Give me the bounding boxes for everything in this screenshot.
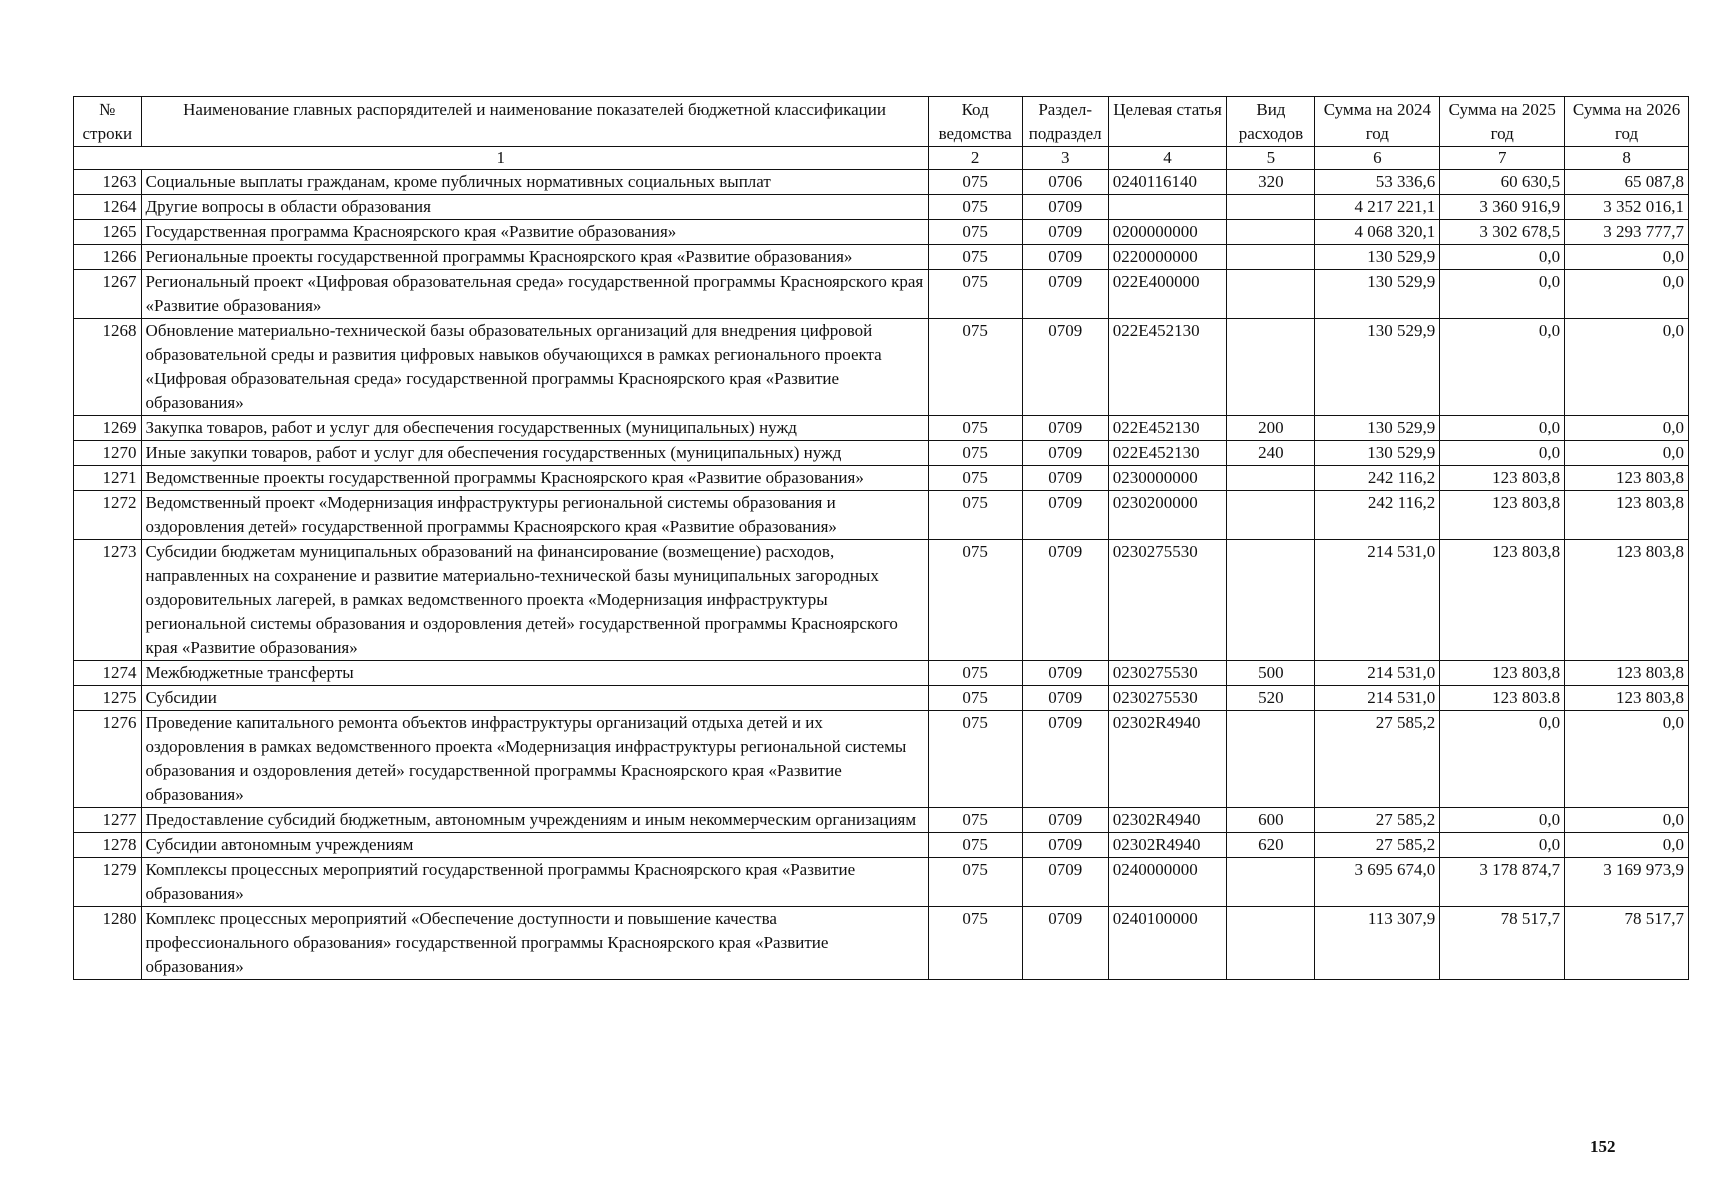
row-sum-2026: 3 293 777,7 — [1565, 220, 1689, 245]
column-number-3: 3 — [1022, 147, 1108, 170]
row-section-code: 0709 — [1022, 686, 1108, 711]
row-expense-type — [1227, 491, 1315, 540]
row-sum-2025: 0,0 — [1440, 416, 1565, 441]
row-section-code: 0709 — [1022, 661, 1108, 686]
row-section-code: 0709 — [1022, 540, 1108, 661]
row-number: 1265 — [74, 220, 142, 245]
row-number: 1268 — [74, 319, 142, 416]
row-number: 1276 — [74, 711, 142, 808]
row-number: 1271 — [74, 466, 142, 491]
row-sum-2024: 4 068 320,1 — [1315, 220, 1440, 245]
table-row — [74, 319, 1689, 416]
row-sum-2024: 27 585,2 — [1315, 833, 1440, 858]
column-number-8: 8 — [1565, 147, 1689, 170]
row-sum-2025: 0,0 — [1440, 833, 1565, 858]
row-target-article: 0230000000 — [1108, 466, 1227, 491]
page-number: 152 — [1590, 1137, 1616, 1156]
table-body — [74, 170, 1689, 980]
row-sum-2024: 242 116,2 — [1315, 491, 1440, 540]
row-sum-2026: 123 803,8 — [1565, 686, 1689, 711]
row-sum-2024: 4 217 221,1 — [1315, 195, 1440, 220]
row-name: Региональный проект «Цифровая образовательная среда» государственной программы Красноярского края «Развитие образования» — [141, 270, 928, 319]
row-target-article: 02302R4940 — [1108, 808, 1227, 833]
table-row — [74, 858, 1689, 907]
row-sum-2026: 123 803,8 — [1565, 661, 1689, 686]
row-sum-2026: 3 169 973,9 — [1565, 858, 1689, 907]
table-row — [74, 808, 1689, 833]
row-sum-2024: 27 585,2 — [1315, 808, 1440, 833]
row-target-article: 02302R4940 — [1108, 711, 1227, 808]
row-expense-type — [1227, 711, 1315, 808]
table-row — [74, 170, 1689, 195]
row-name: Субсидии — [141, 686, 928, 711]
row-sum-2026: 65 087,8 — [1565, 170, 1689, 195]
row-name: Субсидии бюджетам муниципальных образований на финансирование (возмещение) расходов, направленных на сохранение и развитие материально-технической базы муниципальных загородных оздоровительных лагерей, в рамках ведомственного проекта «Модернизация инфраструктуры региональной системы образования и оздоровления детей» государственной программы Красноярского края «Развитие образования» — [141, 540, 928, 661]
row-target-article: 02302R4940 — [1108, 833, 1227, 858]
row-target-article: 0230275530 — [1108, 540, 1227, 661]
header-sum-2024: Сумма на 2024 год — [1315, 97, 1440, 147]
table-row — [74, 441, 1689, 466]
row-expense-type: 200 — [1227, 416, 1315, 441]
row-target-article: 022E452130 — [1108, 441, 1227, 466]
row-target-article: 0240000000 — [1108, 858, 1227, 907]
row-section-code: 0709 — [1022, 833, 1108, 858]
row-number: 1278 — [74, 833, 142, 858]
header-type: Вид расходов — [1227, 97, 1315, 147]
row-target-article: 0200000000 — [1108, 220, 1227, 245]
row-expense-type — [1227, 270, 1315, 319]
row-department-code: 075 — [928, 466, 1022, 491]
row-sum-2026: 0,0 — [1565, 416, 1689, 441]
row-name: Комплекс процессных мероприятий «Обеспечение доступности и повышение качества профессионального образования» государственной программы Красноярского края «Развитие образования» — [141, 907, 928, 980]
row-sum-2025: 0,0 — [1440, 711, 1565, 808]
row-sum-2026: 123 803,8 — [1565, 540, 1689, 661]
row-department-code: 075 — [928, 491, 1022, 540]
header-num: № строки — [74, 97, 142, 147]
row-sum-2025: 123 803,8 — [1440, 466, 1565, 491]
row-target-article: 0240116140 — [1108, 170, 1227, 195]
row-sum-2024: 130 529,9 — [1315, 270, 1440, 319]
table-row — [74, 661, 1689, 686]
row-expense-type — [1227, 466, 1315, 491]
row-department-code: 075 — [928, 661, 1022, 686]
row-target-article — [1108, 195, 1227, 220]
row-number: 1263 — [74, 170, 142, 195]
row-expense-type — [1227, 245, 1315, 270]
row-target-article: 0220000000 — [1108, 245, 1227, 270]
row-number: 1275 — [74, 686, 142, 711]
row-department-code: 075 — [928, 416, 1022, 441]
row-sum-2024: 53 336,6 — [1315, 170, 1440, 195]
row-department-code: 075 — [928, 540, 1022, 661]
row-sum-2026: 123 803,8 — [1565, 466, 1689, 491]
row-number: 1274 — [74, 661, 142, 686]
row-sum-2025: 0,0 — [1440, 270, 1565, 319]
row-target-article: 022E452130 — [1108, 319, 1227, 416]
row-sum-2024: 214 531,0 — [1315, 540, 1440, 661]
row-section-code: 0709 — [1022, 491, 1108, 540]
row-section-code: 0709 — [1022, 220, 1108, 245]
row-number: 1269 — [74, 416, 142, 441]
table-row — [74, 416, 1689, 441]
column-number-6: 6 — [1315, 147, 1440, 170]
table-row — [74, 491, 1689, 540]
table-row — [74, 245, 1689, 270]
row-sum-2026: 78 517,7 — [1565, 907, 1689, 980]
row-department-code: 075 — [928, 270, 1022, 319]
header-name: Наименование главных распорядителей и наименование показателей бюджетной классификации — [141, 97, 928, 147]
row-section-code: 0706 — [1022, 170, 1108, 195]
row-sum-2024: 214 531,0 — [1315, 686, 1440, 711]
row-sum-2024: 113 307,9 — [1315, 907, 1440, 980]
row-sum-2024: 27 585,2 — [1315, 711, 1440, 808]
column-number-5: 5 — [1227, 147, 1315, 170]
table-row — [74, 220, 1689, 245]
row-number: 1264 — [74, 195, 142, 220]
table-row — [74, 833, 1689, 858]
row-expense-type — [1227, 220, 1315, 245]
row-number: 1273 — [74, 540, 142, 661]
header-sum-2026: Сумма на 2026 год — [1565, 97, 1689, 147]
table-row — [74, 686, 1689, 711]
row-department-code: 075 — [928, 245, 1022, 270]
column-number-2: 2 — [928, 147, 1022, 170]
row-target-article: 022E400000 — [1108, 270, 1227, 319]
row-sum-2025: 123 803,8 — [1440, 540, 1565, 661]
row-department-code: 075 — [928, 907, 1022, 980]
table-row — [74, 711, 1689, 808]
row-expense-type: 520 — [1227, 686, 1315, 711]
row-name: Комплексы процессных мероприятий государственной программы Красноярского края «Развитие образования» — [141, 858, 928, 907]
row-sum-2026: 0,0 — [1565, 711, 1689, 808]
row-expense-type: 500 — [1227, 661, 1315, 686]
row-expense-type — [1227, 907, 1315, 980]
row-sum-2025: 3 360 916,9 — [1440, 195, 1565, 220]
row-expense-type — [1227, 540, 1315, 661]
row-name: Иные закупки товаров, работ и услуг для обеспечения государственных (муниципальных) нужд — [141, 441, 928, 466]
row-section-code: 0709 — [1022, 270, 1108, 319]
row-department-code: 075 — [928, 808, 1022, 833]
row-department-code: 075 — [928, 711, 1022, 808]
row-name: Закупка товаров, работ и услуг для обеспечения государственных (муниципальных) нужд — [141, 416, 928, 441]
header-article: Целевая статья — [1108, 97, 1227, 147]
column-number-row — [74, 147, 1689, 170]
row-department-code: 075 — [928, 220, 1022, 245]
row-name: Ведомственные проекты государственной программы Красноярского края «Развитие образования» — [141, 466, 928, 491]
row-name: Региональные проекты государственной программы Красноярского края «Развитие образования» — [141, 245, 928, 270]
header-code: Код ведомства — [928, 97, 1022, 147]
row-name: Другие вопросы в области образования — [141, 195, 928, 220]
row-sum-2024: 3 695 674,0 — [1315, 858, 1440, 907]
row-target-article: 022E452130 — [1108, 416, 1227, 441]
row-expense-type: 620 — [1227, 833, 1315, 858]
row-name: Ведомственный проект «Модернизация инфраструктуры региональной системы образования и оздоровления детей» государственной программы Красноярского края «Развитие образования» — [141, 491, 928, 540]
row-sum-2026: 0,0 — [1565, 833, 1689, 858]
row-sum-2025: 3 302 678,5 — [1440, 220, 1565, 245]
row-name: Предоставление субсидий бюджетным, автономным учреждениям и иным некоммерческим организациям — [141, 808, 928, 833]
row-target-article: 0240100000 — [1108, 907, 1227, 980]
row-name: Субсидии автономным учреждениям — [141, 833, 928, 858]
row-section-code: 0709 — [1022, 416, 1108, 441]
row-expense-type — [1227, 858, 1315, 907]
row-section-code: 0709 — [1022, 711, 1108, 808]
row-sum-2026: 123 803,8 — [1565, 491, 1689, 540]
row-sum-2025: 123 803,8 — [1440, 491, 1565, 540]
row-sum-2025: 0,0 — [1440, 441, 1565, 466]
header-row — [74, 97, 1689, 147]
row-sum-2026: 0,0 — [1565, 270, 1689, 319]
row-section-code: 0709 — [1022, 319, 1108, 416]
row-sum-2026: 0,0 — [1565, 808, 1689, 833]
row-expense-type: 320 — [1227, 170, 1315, 195]
row-name: Обновление материально-технической базы образовательных организаций для внедрения цифровой образовательной среды и развития цифровых навыков обучающихся в рамках регионального проекта «Цифровая образовательная среда» государственной программы Красноярского края «Развитие образования» — [141, 319, 928, 416]
row-section-code: 0709 — [1022, 808, 1108, 833]
row-expense-type: 600 — [1227, 808, 1315, 833]
table-row — [74, 270, 1689, 319]
row-sum-2025: 123 803.8 — [1440, 686, 1565, 711]
row-name: Социальные выплаты гражданам, кроме публичных нормативных социальных выплат — [141, 170, 928, 195]
row-section-code: 0709 — [1022, 195, 1108, 220]
table-row — [74, 540, 1689, 661]
column-number-4: 4 — [1108, 147, 1227, 170]
row-department-code: 075 — [928, 170, 1022, 195]
row-number: 1267 — [74, 270, 142, 319]
row-sum-2026: 0,0 — [1565, 319, 1689, 416]
row-sum-2025: 0,0 — [1440, 319, 1565, 416]
row-sum-2024: 214 531,0 — [1315, 661, 1440, 686]
row-number: 1279 — [74, 858, 142, 907]
row-number: 1266 — [74, 245, 142, 270]
row-sum-2024: 130 529,9 — [1315, 416, 1440, 441]
table-row — [74, 195, 1689, 220]
row-sum-2024: 130 529,9 — [1315, 245, 1440, 270]
row-sum-2025: 0,0 — [1440, 808, 1565, 833]
row-department-code: 075 — [928, 441, 1022, 466]
row-target-article: 0230275530 — [1108, 686, 1227, 711]
row-number: 1272 — [74, 491, 142, 540]
row-expense-type — [1227, 319, 1315, 416]
row-target-article: 0230200000 — [1108, 491, 1227, 540]
row-section-code: 0709 — [1022, 858, 1108, 907]
row-name: Государственная программа Красноярского края «Развитие образования» — [141, 220, 928, 245]
row-section-code: 0709 — [1022, 441, 1108, 466]
row-number: 1277 — [74, 808, 142, 833]
row-sum-2025: 3 178 874,7 — [1440, 858, 1565, 907]
row-name: Межбюджетные трансферты — [141, 661, 928, 686]
table-row — [74, 466, 1689, 491]
row-section-code: 0709 — [1022, 245, 1108, 270]
row-department-code: 075 — [928, 195, 1022, 220]
row-sum-2024: 242 116,2 — [1315, 466, 1440, 491]
table-row — [74, 907, 1689, 980]
row-number: 1280 — [74, 907, 142, 980]
row-department-code: 075 — [928, 686, 1022, 711]
row-department-code: 075 — [928, 833, 1022, 858]
row-sum-2025: 60 630,5 — [1440, 170, 1565, 195]
row-sum-2025: 123 803,8 — [1440, 661, 1565, 686]
row-expense-type — [1227, 195, 1315, 220]
header-section: Раздел-подраздел — [1022, 97, 1108, 147]
row-section-code: 0709 — [1022, 907, 1108, 980]
row-sum-2024: 130 529,9 — [1315, 319, 1440, 416]
row-target-article: 0230275530 — [1108, 661, 1227, 686]
row-sum-2024: 130 529,9 — [1315, 441, 1440, 466]
row-expense-type: 240 — [1227, 441, 1315, 466]
column-number-1: 1 — [74, 147, 929, 170]
row-number: 1270 — [74, 441, 142, 466]
row-department-code: 075 — [928, 858, 1022, 907]
row-sum-2026: 0,0 — [1565, 245, 1689, 270]
row-sum-2026: 0,0 — [1565, 441, 1689, 466]
header-sum-2025: Сумма на 2025 год — [1440, 97, 1565, 147]
column-number-7: 7 — [1440, 147, 1565, 170]
row-name: Проведение капитального ремонта объектов инфраструктуры организаций отдыха детей и их оздоровления в рамках ведомственного проекта «Модернизация инфраструктуры региональной системы образования и оздоровления детей» государственной программы Красноярского края «Развитие образования» — [141, 711, 928, 808]
row-section-code: 0709 — [1022, 466, 1108, 491]
row-sum-2026: 3 352 016,1 — [1565, 195, 1689, 220]
budget-table — [73, 96, 1689, 980]
row-department-code: 075 — [928, 319, 1022, 416]
row-sum-2025: 78 517,7 — [1440, 907, 1565, 980]
row-sum-2025: 0,0 — [1440, 245, 1565, 270]
